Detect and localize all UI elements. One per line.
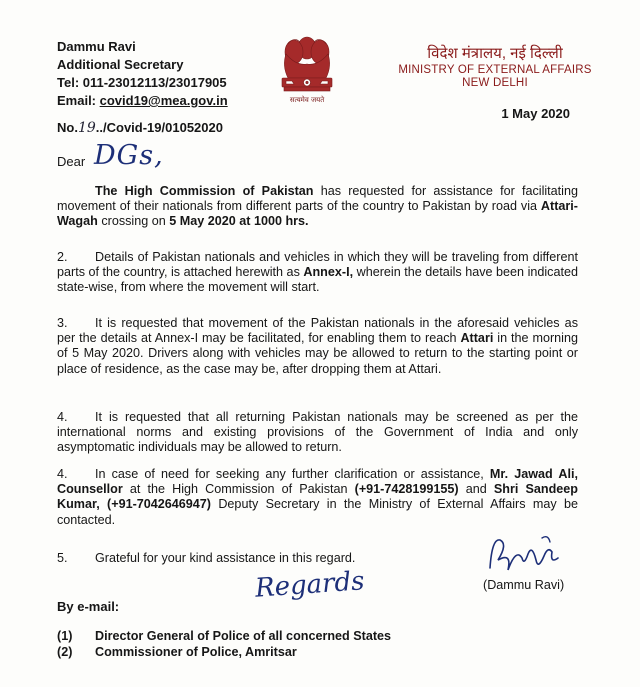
distribution-item-text: Director General of Police of all concerned States: [95, 629, 392, 643]
paragraph-5: [57, 467, 578, 528]
p6-text-1: Grateful for your kind assistance in this regard.: [95, 551, 356, 565]
paragraph-2: [57, 250, 578, 296]
sender-email-line: [57, 92, 228, 110]
regards-handwritten: Regards: [254, 566, 366, 604]
p4-text-1: It is requested that all returning Pakistan nationals may be screened as per the international norms and existing provisions of the Government of India and only asymptomatic individuals may be allowed to return.: [57, 410, 578, 455]
sender-name: Dammu Ravi: [57, 39, 136, 54]
sender-block: [57, 38, 228, 110]
reference-suffix: ../Covid-19/01052020: [95, 120, 223, 135]
paragraph-1: [57, 184, 578, 230]
signatory-name: (Dammu Ravi): [483, 578, 565, 592]
p1-text-2: crossing on: [97, 214, 170, 229]
p1-text-1: has requested for assistance for facilitating movement of their nationals from different parts of the country to Pakistan by road via: [57, 184, 578, 214]
p2-text-2: wherein the details have been indicated state-wise, from where the movement will start.: [57, 265, 578, 295]
p2-text-1: Details of Pakistan nationals and vehicles in which they will be traveling from different parts of the country, is attached herewith as: [57, 250, 578, 280]
signature-icon: [478, 530, 568, 580]
national-emblem-icon: [272, 26, 342, 118]
p2-number: 2.: [57, 250, 68, 264]
p3-number: 3.: [57, 316, 68, 330]
distribution-item-number: (1): [57, 629, 73, 643]
p3-text-1: It is requested that movement of the Pakistan nationals in the aforesaid vehicles as per the details at Annex-I may be facilitated, for enabling them to reach: [57, 316, 578, 346]
p5-text-4: Deputy Secretary in the Ministry of External Affairs may be contacted.: [57, 497, 578, 527]
p1-bold-route: Attari-Wagah: [57, 199, 578, 229]
ministry-name: MINISTRY OF EXTERNAL AFFAIRS: [398, 64, 592, 76]
p1-bold-hcp: The High Commission of Pakistan: [95, 184, 314, 198]
p2-bold-annex: Annex-I,: [303, 265, 354, 280]
sender-email-link[interactable]: covid19@mea.gov.in: [99, 93, 228, 108]
p5-bold-phone-1: (+91-7428199155): [354, 482, 459, 497]
p5-number: 4.: [57, 467, 68, 481]
p1-bold-date: 5 May 2020 at 1000 hrs.: [169, 214, 309, 229]
p5-bold-counsellor: Mr. Jawad Ali, Counsellor: [57, 467, 578, 497]
paragraph-4: [57, 410, 578, 456]
distribution-item-text: Commissioner of Police, Amritsar: [95, 645, 297, 659]
sender-tel: Tel: 011-23012113/23017905: [57, 75, 227, 90]
p3-bold-attari: Attari: [460, 331, 494, 346]
p4-number: 4.: [57, 410, 68, 424]
reference-prefix: No.: [57, 120, 78, 135]
salutation: Dear: [57, 154, 86, 169]
ministry-heading: [395, 44, 595, 90]
emblem-motto: सत्यमेव जयते: [289, 96, 325, 104]
distribution-item: [57, 629, 391, 643]
p6-number: 5.: [57, 551, 68, 565]
ministry-hindi: विदेश मंत्रालय, नई दिल्ली: [427, 45, 563, 62]
reference-number: [57, 120, 223, 136]
letter-date: 1 May 2020: [501, 106, 570, 121]
ministry-city: NEW DELHI: [462, 77, 528, 89]
sender-email-label: Email:: [57, 93, 100, 108]
reference-handwritten-number: 19: [77, 120, 96, 136]
p5-text-3: and: [458, 482, 494, 497]
distribution-item: [57, 645, 297, 659]
sender-designation: Additional Secretary: [57, 57, 184, 72]
salutation-handwritten: DGs,: [94, 140, 164, 171]
p3-text-2: in the morning of 5 May 2020. Drivers along with vehicles may be allowed to return to the starting point or place of residence, as the case may be, after dropping them at Attari.: [57, 331, 578, 376]
distribution-item-number: (2): [57, 645, 73, 659]
paragraph-3: [57, 316, 578, 377]
p5-text-1: In case of need for seeking any further clarification or assistance,: [95, 467, 490, 481]
distribution-label: By e-mail:: [57, 599, 120, 614]
p5-text-2: at the High Commission of Pakistan: [122, 482, 355, 497]
p5-bold-deputy: Shri Sandeep Kumar, (+91-7042646947): [57, 482, 578, 512]
